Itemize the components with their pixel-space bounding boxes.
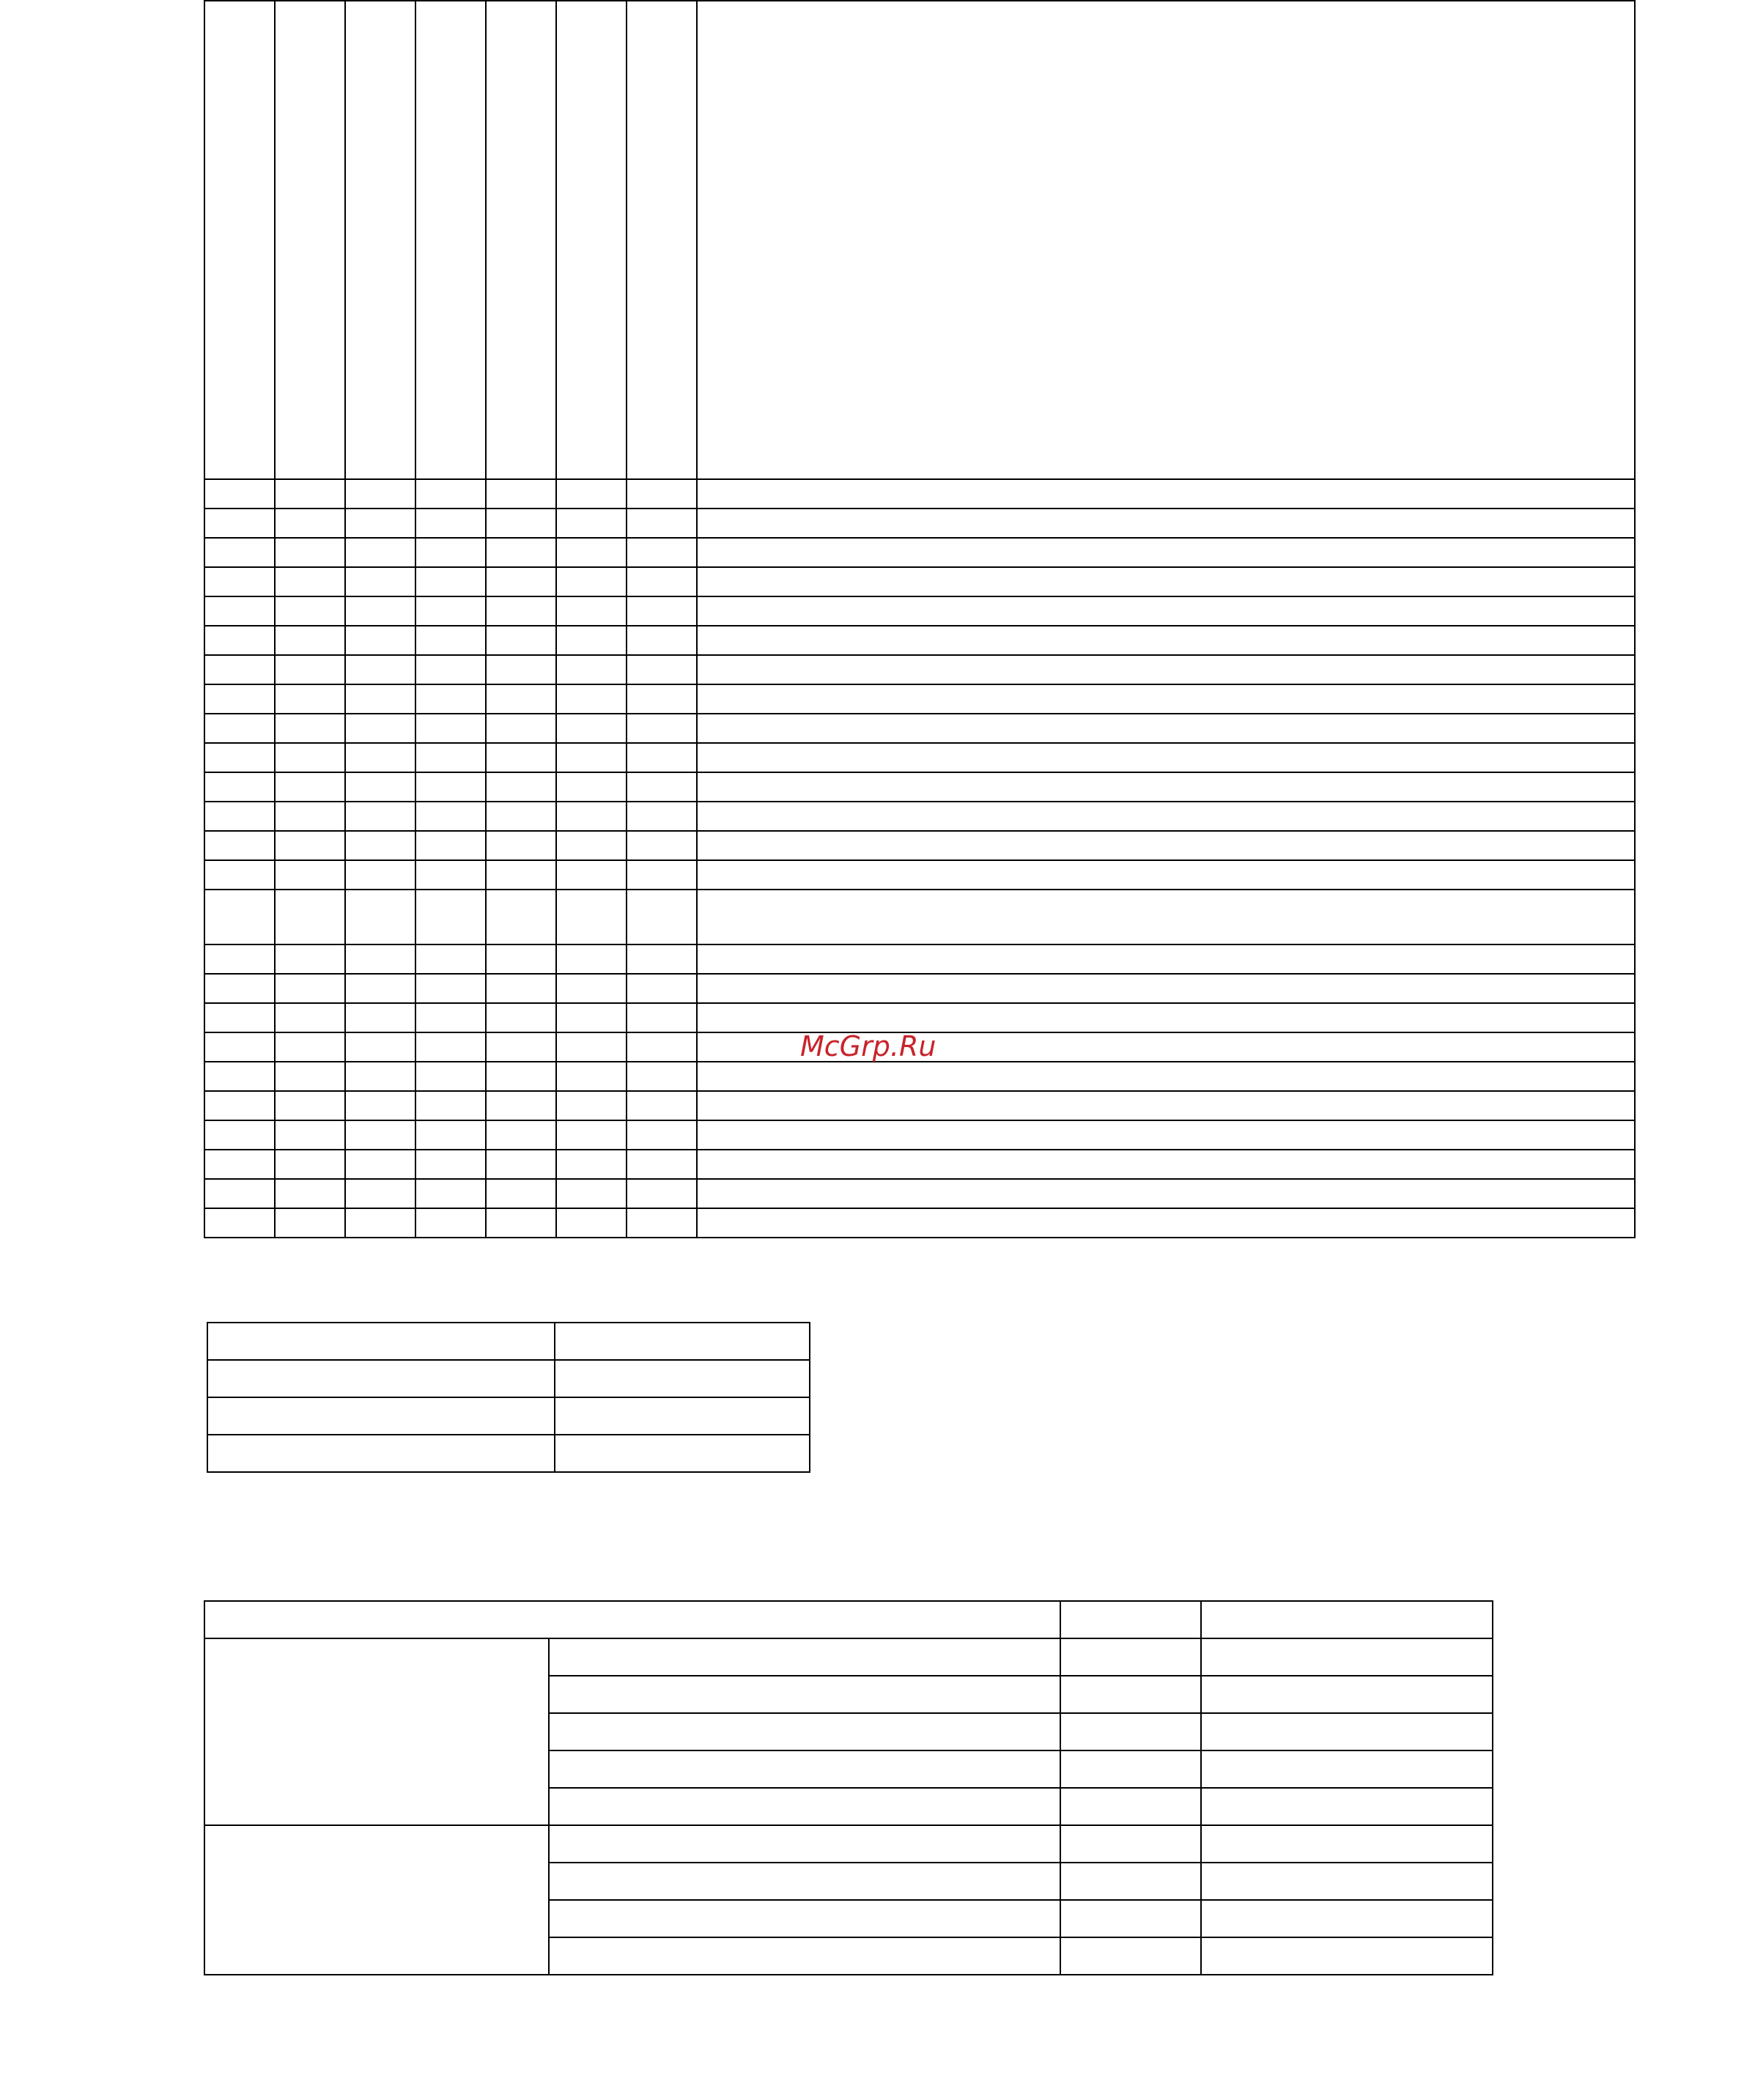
table-cell <box>549 1788 1060 1825</box>
table-cell <box>549 1750 1060 1788</box>
table-cell <box>556 1032 627 1062</box>
table-cell <box>415 1062 486 1091</box>
table-cell <box>204 890 275 944</box>
table-cell <box>204 1179 275 1208</box>
table-cell <box>697 890 1635 944</box>
table-cell <box>415 1091 486 1120</box>
table-cell <box>697 944 1635 974</box>
table-cell <box>204 831 275 860</box>
table-cell <box>627 596 697 626</box>
table-cell <box>627 1 697 479</box>
table-row <box>204 772 1635 802</box>
table-cell <box>415 1179 486 1208</box>
table-row <box>204 1601 1493 1638</box>
table-cell <box>697 655 1635 684</box>
watermark-text: McGrp.Ru <box>800 1030 936 1062</box>
table-cell <box>345 1150 415 1179</box>
table-cell <box>486 1208 556 1238</box>
table-cell <box>697 1120 1635 1150</box>
table-cell <box>486 802 556 831</box>
table-cell <box>556 1120 627 1150</box>
table-cell <box>1201 1825 1493 1863</box>
table-cell <box>1060 1937 1201 1975</box>
table-cell <box>556 974 627 1003</box>
table-cell <box>204 974 275 1003</box>
table-cell <box>345 974 415 1003</box>
table-cell <box>415 655 486 684</box>
table-cell <box>556 802 627 831</box>
table-cell <box>549 1676 1060 1713</box>
table-cell <box>204 1091 275 1120</box>
table-cell <box>275 1179 345 1208</box>
table-cell <box>415 831 486 860</box>
table-cell <box>204 1032 275 1062</box>
table-cell <box>486 772 556 802</box>
bottom-grid-table <box>204 1600 1493 1975</box>
table-cell <box>275 772 345 802</box>
table-cell <box>1060 1676 1201 1713</box>
table-cell <box>207 1397 555 1435</box>
table-cell <box>697 538 1635 567</box>
table-cell <box>1201 1713 1493 1750</box>
table-cell <box>345 802 415 831</box>
table-cell <box>345 1091 415 1120</box>
table-cell <box>697 1062 1635 1091</box>
table-cell <box>627 1003 697 1032</box>
table-cell <box>415 626 486 655</box>
table-cell <box>549 1937 1060 1975</box>
table-cell <box>486 743 556 772</box>
table-cell <box>697 509 1635 538</box>
table-cell <box>345 1032 415 1062</box>
table-row <box>204 1179 1635 1208</box>
table-cell <box>1201 1863 1493 1900</box>
table-cell <box>627 1091 697 1120</box>
table-cell <box>345 1 415 479</box>
table-cell <box>275 831 345 860</box>
table-cell <box>275 743 345 772</box>
table-cell <box>415 1208 486 1238</box>
table-row <box>204 567 1635 596</box>
table-cell <box>1060 1713 1201 1750</box>
table-cell <box>697 596 1635 626</box>
table-cell <box>1201 1937 1493 1975</box>
table-row <box>207 1397 810 1435</box>
table-cell <box>275 860 345 890</box>
table-row <box>204 1091 1635 1120</box>
table-cell <box>556 567 627 596</box>
table-cell <box>549 1638 1060 1676</box>
table-cell <box>415 890 486 944</box>
table-cell <box>627 1062 697 1091</box>
table-cell <box>275 538 345 567</box>
table-cell <box>345 944 415 974</box>
table-cell <box>204 1208 275 1238</box>
table-cell <box>204 1062 275 1091</box>
table-cell <box>627 538 697 567</box>
table-cell <box>555 1360 810 1397</box>
table-cell <box>697 714 1635 743</box>
table-cell <box>627 1032 697 1062</box>
table-cell <box>627 944 697 974</box>
table-row <box>207 1323 810 1360</box>
table-cell <box>627 655 697 684</box>
table-cell <box>486 479 556 509</box>
table-cell <box>275 802 345 831</box>
table-cell <box>345 509 415 538</box>
table-cell <box>345 1208 415 1238</box>
table-cell <box>627 479 697 509</box>
table-cell <box>486 831 556 860</box>
table-cell <box>275 1150 345 1179</box>
table-cell <box>415 1032 486 1062</box>
table-cell <box>697 1150 1635 1179</box>
table-cell <box>1060 1825 1201 1863</box>
table-cell <box>627 831 697 860</box>
table-cell <box>486 1091 556 1120</box>
table-cell <box>415 1 486 479</box>
table-cell <box>627 1179 697 1208</box>
table-cell <box>1060 1788 1201 1825</box>
table-cell <box>697 626 1635 655</box>
table-cell <box>697 860 1635 890</box>
table-cell <box>275 1120 345 1150</box>
table-cell <box>486 714 556 743</box>
table-row <box>204 1208 1635 1238</box>
table-cell <box>549 1825 1060 1863</box>
table-row <box>204 1062 1635 1091</box>
table-cell <box>415 567 486 596</box>
table-cell <box>556 1208 627 1238</box>
table-cell <box>627 1208 697 1238</box>
table-cell <box>549 1713 1060 1750</box>
table-row <box>204 1825 1493 1863</box>
table-cell <box>204 567 275 596</box>
table-cell <box>415 596 486 626</box>
table-cell <box>486 626 556 655</box>
table-cell <box>275 684 345 714</box>
table-cell <box>697 1179 1635 1208</box>
table-cell <box>697 479 1635 509</box>
table-cell <box>204 1601 1060 1638</box>
table-cell <box>627 890 697 944</box>
table-cell <box>275 567 345 596</box>
table-cell <box>275 1003 345 1032</box>
table-cell <box>415 538 486 567</box>
table-cell <box>556 1 627 479</box>
table-cell <box>627 567 697 596</box>
table-cell <box>486 1179 556 1208</box>
table-row <box>204 890 1635 944</box>
table-cell <box>275 626 345 655</box>
table-cell <box>204 509 275 538</box>
table-cell <box>275 1208 345 1238</box>
table-cell <box>697 1091 1635 1120</box>
table-cell <box>1201 1638 1493 1676</box>
table-cell <box>415 743 486 772</box>
table-cell <box>627 714 697 743</box>
table-cell <box>486 944 556 974</box>
table-cell <box>345 1179 415 1208</box>
table-row <box>204 944 1635 974</box>
table-cell <box>345 1003 415 1032</box>
table-cell <box>627 626 697 655</box>
table-cell <box>486 567 556 596</box>
table-cell <box>1201 1676 1493 1713</box>
table-cell <box>415 714 486 743</box>
table-cell <box>556 944 627 974</box>
table-cell <box>345 890 415 944</box>
table-cell <box>486 1062 556 1091</box>
table-cell <box>415 1150 486 1179</box>
table-cell <box>556 509 627 538</box>
table-cell <box>207 1323 555 1360</box>
table-cell <box>486 1150 556 1179</box>
table-cell <box>275 1062 345 1091</box>
table-cell <box>555 1435 810 1472</box>
table-cell <box>556 655 627 684</box>
table-cell <box>556 860 627 890</box>
table-row <box>204 974 1635 1003</box>
table-cell <box>1201 1601 1493 1638</box>
table-cell <box>697 684 1635 714</box>
table-cell <box>627 802 697 831</box>
table-cell <box>345 743 415 772</box>
table-cell <box>556 596 627 626</box>
table-cell <box>345 538 415 567</box>
table-cell <box>486 596 556 626</box>
table-cell <box>204 538 275 567</box>
table-cell <box>556 1091 627 1120</box>
table-cell <box>204 944 275 974</box>
table-cell <box>204 596 275 626</box>
table-cell <box>1201 1788 1493 1825</box>
table-cell <box>697 802 1635 831</box>
table-cell <box>275 596 345 626</box>
table-cell <box>275 944 345 974</box>
table-cell <box>556 890 627 944</box>
table-cell <box>627 509 697 538</box>
table-cell <box>345 1120 415 1150</box>
table-cell <box>275 1032 345 1062</box>
table-cell <box>415 684 486 714</box>
table-cell <box>204 479 275 509</box>
table-cell <box>486 890 556 944</box>
table-cell <box>486 860 556 890</box>
table-cell <box>204 626 275 655</box>
table-cell <box>204 714 275 743</box>
table-cell <box>415 860 486 890</box>
table-row <box>204 1120 1635 1150</box>
table-cell <box>556 479 627 509</box>
table-cell <box>549 1863 1060 1900</box>
table-row <box>204 743 1635 772</box>
table-row <box>204 1003 1635 1032</box>
table-cell <box>556 684 627 714</box>
table-row <box>204 596 1635 626</box>
table-cell <box>1201 1900 1493 1937</box>
table-cell <box>697 974 1635 1003</box>
table-cell <box>556 1003 627 1032</box>
table-cell <box>697 1 1635 479</box>
table-cell <box>486 1120 556 1150</box>
table-row <box>204 1 1635 479</box>
table-cell <box>1201 1750 1493 1788</box>
table-cell <box>697 1003 1635 1032</box>
table-cell <box>415 944 486 974</box>
table-row <box>204 714 1635 743</box>
table-cell <box>1060 1750 1201 1788</box>
table-cell <box>415 772 486 802</box>
table-cell <box>697 1208 1635 1238</box>
table-row <box>204 860 1635 890</box>
table-row <box>204 655 1635 684</box>
table-cell <box>556 538 627 567</box>
table-cell <box>627 743 697 772</box>
table-cell <box>345 626 415 655</box>
table-cell <box>556 831 627 860</box>
table-cell <box>345 1062 415 1091</box>
table-cell <box>486 684 556 714</box>
table-cell <box>345 684 415 714</box>
table-cell <box>345 479 415 509</box>
table-row <box>204 479 1635 509</box>
table-cell <box>345 596 415 626</box>
table-cell <box>556 626 627 655</box>
table-cell <box>204 1 275 479</box>
table-cell <box>204 772 275 802</box>
table-cell <box>204 1150 275 1179</box>
table-cell <box>556 743 627 772</box>
table-cell <box>627 772 697 802</box>
table-cell <box>555 1323 810 1360</box>
table-row <box>204 626 1635 655</box>
table-cell <box>556 1062 627 1091</box>
table-cell <box>555 1397 810 1435</box>
table-cell <box>486 655 556 684</box>
table-cell <box>415 479 486 509</box>
small-grid-table <box>207 1322 810 1473</box>
table-cell <box>415 509 486 538</box>
table-row <box>204 509 1635 538</box>
table-cell <box>415 974 486 1003</box>
table-cell <box>204 1120 275 1150</box>
table-cell <box>204 802 275 831</box>
table-row <box>204 831 1635 860</box>
table-cell <box>415 1120 486 1150</box>
table-cell <box>275 890 345 944</box>
table-cell <box>556 1179 627 1208</box>
table-cell <box>275 1 345 479</box>
table-row <box>207 1435 810 1472</box>
table-cell <box>345 860 415 890</box>
table-cell <box>556 714 627 743</box>
table-cell <box>627 1120 697 1150</box>
table-cell <box>345 714 415 743</box>
table-cell <box>627 974 697 1003</box>
table-cell <box>204 743 275 772</box>
table-cell <box>486 1032 556 1062</box>
table-cell <box>415 802 486 831</box>
table-cell <box>345 655 415 684</box>
table-cell <box>1060 1863 1201 1900</box>
table-cell <box>275 509 345 538</box>
table-cell <box>275 479 345 509</box>
table-cell <box>275 714 345 743</box>
table-cell <box>1060 1638 1201 1676</box>
table-cell <box>486 1003 556 1032</box>
table-cell <box>486 974 556 1003</box>
table-cell <box>1060 1601 1201 1638</box>
table-cell <box>204 1825 549 1975</box>
table-row <box>204 802 1635 831</box>
table-cell <box>345 772 415 802</box>
table-cell <box>204 655 275 684</box>
table-cell <box>415 1003 486 1032</box>
table-row <box>204 684 1635 714</box>
table-cell <box>1060 1900 1201 1937</box>
table-cell <box>204 1638 549 1825</box>
table-cell <box>275 1091 345 1120</box>
table-cell <box>204 860 275 890</box>
table-row <box>207 1360 810 1397</box>
table-cell <box>697 831 1635 860</box>
table-cell <box>204 1003 275 1032</box>
table-cell <box>204 684 275 714</box>
table-cell <box>697 772 1635 802</box>
table-cell <box>556 1150 627 1179</box>
table-cell <box>345 567 415 596</box>
table-cell <box>627 1150 697 1179</box>
table-cell <box>697 743 1635 772</box>
table-cell <box>275 974 345 1003</box>
table-cell <box>549 1900 1060 1937</box>
table-cell <box>556 772 627 802</box>
table-cell <box>275 655 345 684</box>
table-cell <box>486 1 556 479</box>
table-row <box>204 1150 1635 1179</box>
table-cell <box>207 1360 555 1397</box>
table-cell <box>627 684 697 714</box>
table-cell <box>486 509 556 538</box>
table-cell <box>627 860 697 890</box>
table-cell <box>207 1435 555 1472</box>
table-cell <box>345 831 415 860</box>
table-row <box>204 1638 1493 1676</box>
table-cell <box>697 567 1635 596</box>
table-row <box>204 538 1635 567</box>
table-cell <box>486 538 556 567</box>
